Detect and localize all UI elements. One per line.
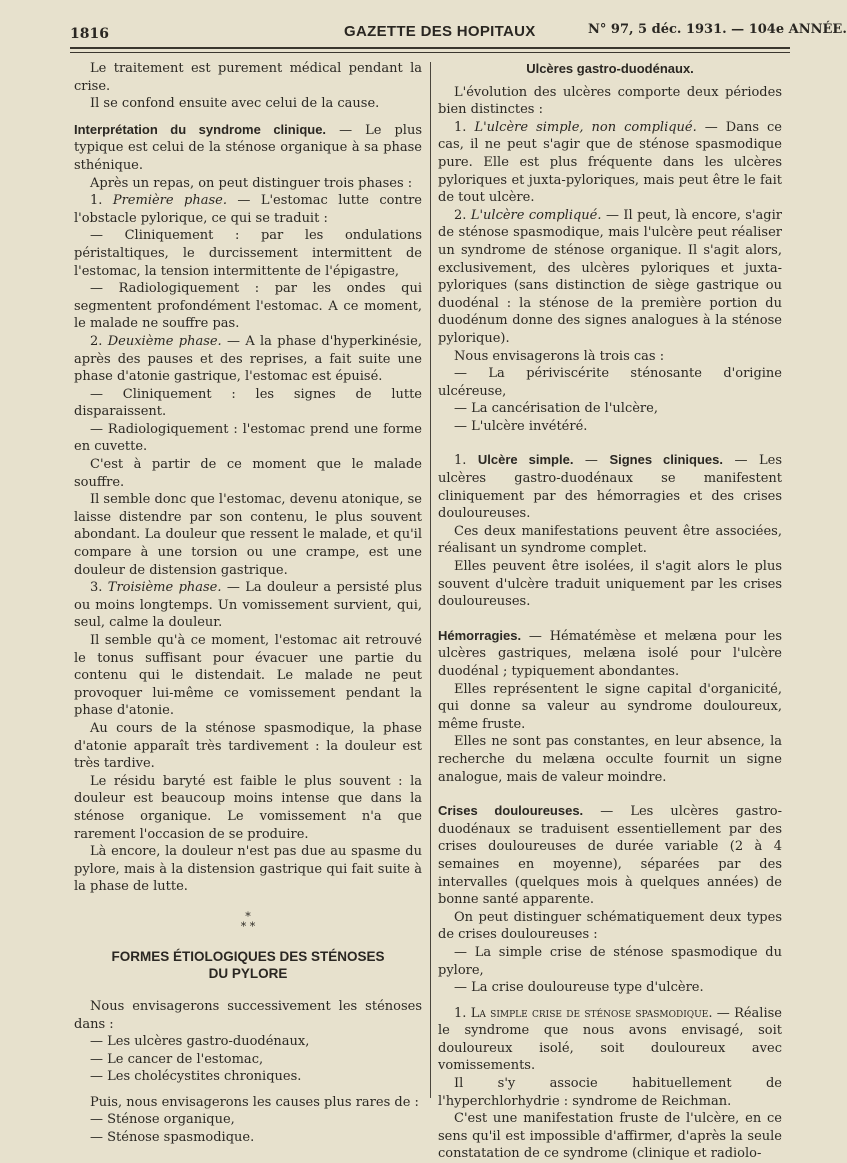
subheading: La simple crise de sténose spasmodique. <box>470 1005 713 1021</box>
paragraph: C'est à partir de ce moment que le malade souffre. <box>74 457 422 490</box>
phase-title: Deuxième phase. <box>107 333 222 349</box>
paragraph: Il semble donc que l'estomac, devenu atonique, se laisse distendre par son contenu, le plus souvent abondant. La douleur que ressent le malade, et qu'il compare à une torsion ou une crampe, est une douleur de distension gastrique. <box>74 492 422 578</box>
header-rule <box>70 47 790 49</box>
section-title: FORMES ÉTIOLOGIQUES DES STÉNOSES DU PYLORE <box>111 948 385 981</box>
list-item: — La crise douloureuse type d'ulcère. <box>454 980 704 996</box>
paragraph: — Radiologiquement : par les ondes qui segmentent profondément l'estomac. A ce moment, le malade ne souffre pas. <box>74 281 422 332</box>
paragraph: Ces deux manifestations peuvent être associées, réalisant un syndrome complet. <box>438 523 782 557</box>
list-item: — La périviscérite sténosante d'origine ulcéreuse, <box>438 366 782 399</box>
paragraph: Nous envisagerons successivement les sténoses dans : <box>74 998 422 1032</box>
header-rule-thin <box>70 52 790 53</box>
left-column <box>74 60 422 1147</box>
column-divider <box>430 62 431 1098</box>
item-title: L'ulcère simple, non compliqué. <box>474 119 697 135</box>
list-item: — Sténose spasmodique. <box>90 1130 255 1146</box>
paragraph: 2. L'ulcère compliqué. — Il peut, là encore, s'agir de sténose spasmodique, mais l'ulcère peut réaliser un syndrome de sténose organique. Il s'agit alors, exclusivement, des ulcères pyloriques et juxta-pyloriques (sans distinction de siège gastrique ou duodénal : la sténose de la première portion du duodénum donne des signes analogues à la sténose pylorique). <box>438 207 782 346</box>
paragraph: — Cliniquement : par les ondulations péristaltiques, le durcissement intermittent de l'estomac, la tension intermittente de l'épigastre, <box>74 228 422 279</box>
paragraph: Puis, nous envisagerons les causes plus rares de : <box>90 1094 419 1110</box>
paragraph: On peut distinguer schématiquement deux types de crises douloureuses : <box>438 909 782 943</box>
paragraph: Là encore, la douleur n'est pas due au spasme du pylore, mais à la distension gastrique qui fait suite à la phase de lutte. <box>74 844 422 895</box>
list-item: — Les ulcères gastro-duodénaux, <box>90 1034 310 1050</box>
paragraph: Le traitement est purement médical pendant la crise. <box>74 61 422 94</box>
paragraph: Il s'y associe habituellement de l'hyperchlorhydrie : syndrome de Reichman. <box>438 1076 782 1109</box>
issue-info: N° 97, 5 déc. 1931. — 104e ANNÉE. <box>588 22 847 37</box>
list-item: — Les cholécystites chroniques. <box>90 1069 302 1085</box>
section-heading: Ulcères gastro-duodénaux. <box>526 61 694 76</box>
list-item: — Le cancer de l'estomac, <box>90 1051 264 1067</box>
paragraph: 3. Troisième phase. — La douleur a persisté plus ou moins longtemps. Un vomissement survient, qui, seul, calme la douleur. <box>74 580 422 631</box>
page-header <box>52 18 847 42</box>
paragraph: Elles représentent le signe capital d'organicité, qui donne sa valeur au syndrome douloureux, même fruste. <box>438 681 782 732</box>
list-item: — La simple crise de sténose spasmodique du pylore, <box>438 944 782 978</box>
paragraph: Interprétation du syndrome clinique. — Le plus typique est celui de la sténose organique à sa phase sthénique. <box>74 121 422 173</box>
right-column <box>438 60 782 1163</box>
subheading: Crises douloureuses. <box>438 803 584 819</box>
paragraph: 1. Ulcère simple. — Signes cliniques. — Les ulcères gastro-duodénaux se manifestent cliniquement par des hémorragies et des crises douloureuses. <box>438 452 782 522</box>
paragraph: 1. La simple crise de sténose spasmodique. — Réalise le syndrome que nous avons envisagé, soit douloureux isolé, soit douloureux avec vomissements. <box>438 1005 782 1074</box>
subheading: Interprétation du syndrome clinique. <box>74 121 327 137</box>
list-item: — L'ulcère invétéré. <box>454 418 588 434</box>
list-item: — La cancérisation de l'ulcère, <box>454 401 658 417</box>
list-item: — Sténose organique, <box>90 1112 235 1128</box>
paragraph: Crises douloureuses. — Les ulcères gastro-duodénaux se traduisent essentiellement par des crises douloureuses de durée variable (2 à 4 semaines en moyenne), séparées par des intervalles (quelques mois à quelques années) de bonne santé apparente. <box>438 803 782 908</box>
subheading: Signes cliniques. <box>609 452 723 468</box>
paragraph: — Radiologiquement : l'estomac prend une forme en cuvette. <box>74 421 422 455</box>
paragraph: Elles peuvent être isolées, il s'agit alors le plus souvent d'ulcère traduit uniquement par les crises douloureuses. <box>438 559 782 610</box>
paragraph: Elles ne sont pas constantes, en leur absence, la recherche du melæna occulte fournit un signe analogue, mais de valeur moindre. <box>438 734 782 785</box>
page-number: 1816 <box>70 26 109 42</box>
phase-title: Première phase. <box>112 193 227 209</box>
paragraph: Nous envisagerons là trois cas : <box>454 348 665 364</box>
paragraph: — Cliniquement : les signes de lutte disparaissent. <box>74 386 422 420</box>
phase-title: Troisième phase. <box>107 580 222 596</box>
paragraph: 1. Première phase. — L'estomac lutte contre l'obstacle pylorique, ce qui se traduit : <box>74 193 422 226</box>
item-title: L'ulcère compliqué. <box>470 207 602 223</box>
paragraph: 2. Deuxième phase. — A la phase d'hyperkinésie, après des pauses et des reprises, a fait suite une phase d'atonie gastrique, l'estomac est épuisé. <box>74 333 422 385</box>
paragraph: C'est une manifestation fruste de l'ulcère, en ce sens qu'il est impossible d'affirmer, d'après la seule constatation de ce syndrome (clinique et radiolo- <box>438 1111 782 1162</box>
journal-title: GAZETTE DES HOPITAUX <box>344 23 536 40</box>
paragraph: Il semble qu'à ce moment, l'estomac ait retrouvé le tonus suffisant pour évacuer une partie du contenu qui le distendait. Le malade ne peut provoquer lui-même ce vomissement pendant la phase d'atonie. <box>74 633 422 719</box>
paragraph: Au cours de la sténose spasmodique, la phase d'atonie apparaît très tardivement : la douleur est très tardive. <box>74 720 422 772</box>
paragraph: 1. L'ulcère simple, non compliqué. — Dans ce cas, il ne peut s'agir que de sténose spasmodique pure. Elle est plus fréquente dans les ulcères pyloriques et juxta-pyloriques, mais peut être le fait de tout ulcère. <box>438 119 783 206</box>
paragraph: Après un repas, on peut distinguer trois phases : <box>90 175 413 191</box>
paragraph: Il se confond ensuite avec celui de la cause. <box>90 96 380 112</box>
paragraph: Le résidu baryté est faible le plus souvent : la douleur est beaucoup moins intense que dans la sténose organique. Le vomissement n'a que rarement l'occasion de se produire. <box>74 773 422 842</box>
subheading: Hémorragies. <box>438 627 522 643</box>
paragraph: L'évolution des ulcères comporte deux périodes bien distinctes : <box>438 84 782 118</box>
subheading: Ulcère simple. <box>477 452 574 468</box>
asterism: * * * <box>240 909 256 933</box>
paragraph: Hémorragies. — Hématémèse et melæna pour les ulcères gastriques, melæna isolé pour l'ulcère duodénal ; typiquement abondantes. <box>438 627 782 679</box>
